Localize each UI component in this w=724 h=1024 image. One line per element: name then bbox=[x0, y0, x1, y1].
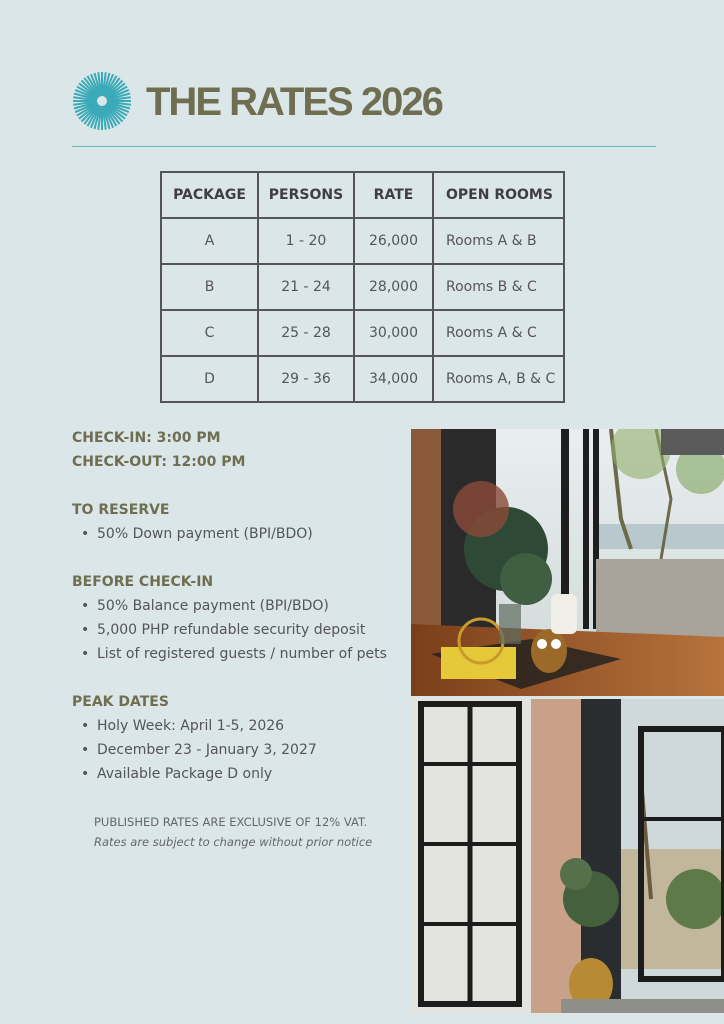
sunburst-center bbox=[98, 97, 106, 105]
window-corner-photo bbox=[411, 699, 724, 1013]
package-cell: A bbox=[161, 218, 258, 264]
info-column bbox=[72, 426, 407, 852]
package-cell: D bbox=[161, 356, 258, 402]
change-note: Rates are subject to change without prior notice bbox=[94, 835, 373, 849]
list-item: • 5,000 PHP refundable security deposit bbox=[97, 618, 407, 642]
persons-cell: 21 - 24 bbox=[258, 264, 354, 310]
list-item: • List of registered guests / number of pets bbox=[97, 642, 407, 666]
package-cell: C bbox=[161, 310, 258, 356]
rate-cell: 34,000 bbox=[354, 356, 433, 402]
checkout-time: CHECK-OUT: 12:00 PM bbox=[72, 454, 246, 470]
rate-cell: 30,000 bbox=[354, 310, 433, 356]
divider bbox=[72, 146, 656, 147]
column-header: PACKAGE bbox=[161, 172, 258, 218]
persons-cell: 29 - 36 bbox=[258, 356, 354, 402]
column-header: PERSONS bbox=[258, 172, 354, 218]
list-item: • December 23 - January 3, 2027 bbox=[97, 738, 407, 762]
rates-table bbox=[160, 171, 565, 403]
rate-cell: 28,000 bbox=[354, 264, 433, 310]
peak-dates-heading: PEAK DATES bbox=[72, 694, 169, 710]
table-header-row bbox=[161, 172, 564, 218]
list-item: • Available Package D only bbox=[97, 762, 407, 786]
rooms-cell: Rooms B & C bbox=[433, 264, 564, 310]
vat-note: PUBLISHED RATES ARE EXCLUSIVE OF 12% VAT. bbox=[94, 815, 368, 829]
persons-cell: 25 - 28 bbox=[258, 310, 354, 356]
peak-dates-list bbox=[72, 714, 407, 786]
before-checkin-heading: BEFORE CHECK-IN bbox=[72, 574, 214, 590]
list-item: • 50% Down payment (BPI/BDO) bbox=[97, 522, 407, 546]
rooms-cell: Rooms A, B & C bbox=[433, 356, 564, 402]
sunburst-logo-icon bbox=[72, 71, 132, 131]
reserve-heading: TO RESERVE bbox=[72, 502, 170, 518]
column-header: OPEN ROOMS bbox=[433, 172, 564, 218]
before-checkin-list bbox=[72, 594, 407, 666]
package-cell: B bbox=[161, 264, 258, 310]
page-title: THE RATES 2026 bbox=[146, 80, 442, 124]
table-row bbox=[161, 218, 564, 264]
checkin-time: CHECK-IN: 3:00 PM bbox=[72, 430, 221, 446]
rooms-cell: Rooms A & B bbox=[433, 218, 564, 264]
reserve-list bbox=[72, 522, 407, 546]
rooms-cell: Rooms A & C bbox=[433, 310, 564, 356]
list-item: • 50% Balance payment (BPI/BDO) bbox=[97, 594, 407, 618]
list-item: • Holy Week: April 1-5, 2026 bbox=[97, 714, 407, 738]
dining-table-photo bbox=[411, 429, 724, 696]
rate-cell: 26,000 bbox=[354, 218, 433, 264]
rate-notes bbox=[72, 812, 407, 852]
column-header: RATE bbox=[354, 172, 433, 218]
persons-cell: 1 - 20 bbox=[258, 218, 354, 264]
table-row bbox=[161, 264, 564, 310]
table-row bbox=[161, 356, 564, 402]
table-row bbox=[161, 310, 564, 356]
